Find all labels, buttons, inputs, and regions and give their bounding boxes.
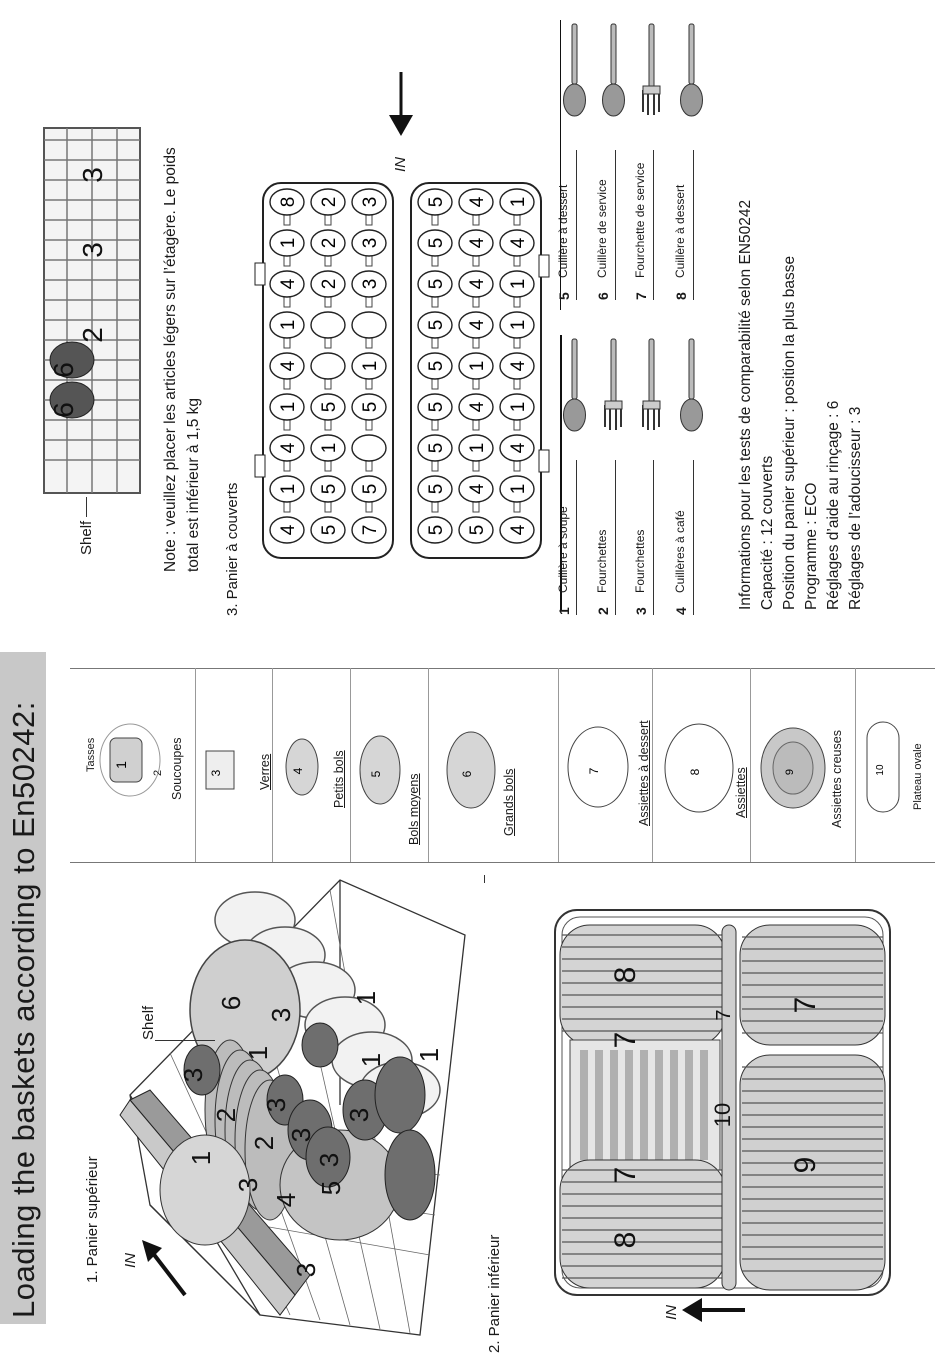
medium-bowl-icon (355, 730, 405, 810)
spoon-icon (558, 335, 592, 435)
cutlery-slot-number: 5 (426, 278, 447, 290)
cutlery-slot-number: 1 (508, 319, 529, 331)
cutlery-key-label: Cuillère à dessert (556, 184, 570, 278)
spoon-icon (675, 20, 709, 120)
cutlery-basket-diagram (253, 175, 553, 565)
cutlery-slot-number: 1 (319, 442, 340, 454)
spoon-icon (558, 20, 592, 120)
svg-text:3: 3 (233, 1177, 263, 1193)
svg-text:3: 3 (266, 1007, 296, 1023)
cutlery-slot-number: 4 (508, 360, 529, 372)
cutlery-in-label: IN (392, 157, 409, 172)
cutlery-slot-number: 7 (360, 524, 381, 536)
fork-icon (597, 335, 631, 435)
svg-text:5: 5 (369, 770, 383, 778)
legend-assiettes-dessert: Assiettes à dessert (637, 720, 651, 826)
info-line-4: Programme : ECO (803, 482, 820, 610)
svg-text:2: 2 (211, 1107, 241, 1123)
cutlery-slot-number: 1 (278, 319, 299, 331)
svg-text:3: 3 (209, 769, 223, 777)
cutlery-slot-number: 1 (467, 360, 488, 372)
spoon-icon (675, 335, 709, 435)
svg-text:2: 2 (77, 327, 108, 343)
svg-text:4: 4 (271, 1192, 301, 1208)
shelf-detail-label: Shelf (78, 520, 95, 555)
svg-text:2: 2 (249, 1135, 279, 1151)
upper-in-arrow-icon (140, 1240, 190, 1300)
cutlery-slot-number: 2 (319, 196, 340, 208)
cutlery-slot-number: 5 (426, 237, 447, 249)
cutlery-key-rule (615, 460, 616, 615)
cutlery-slot-number: 4 (508, 524, 529, 536)
cutlery-key-rule (653, 150, 654, 300)
cutlery-key-rule (576, 460, 577, 615)
cutlery-slot-number: 5 (426, 483, 447, 495)
svg-text:1: 1 (356, 1052, 386, 1068)
legend-tasses: Tasses (85, 737, 97, 772)
svg-text:6: 6 (460, 770, 474, 778)
svg-text:7: 7 (609, 1166, 642, 1184)
svg-text:7: 7 (713, 1009, 735, 1021)
cutlery-key-number: 2 (595, 607, 611, 615)
svg-text:8: 8 (609, 966, 642, 984)
small-bowl-icon (282, 735, 322, 799)
cutlery-slot-number: 8 (278, 196, 299, 208)
svg-text:7: 7 (587, 767, 601, 775)
svg-text:8: 8 (609, 1231, 642, 1249)
note-line-1: Note : veuillez placer les articles légers sur l’étagère. Le poids (162, 147, 179, 572)
cutlery-slot-number: 4 (278, 360, 299, 372)
svg-text:6: 6 (48, 402, 79, 418)
svg-text:1: 1 (243, 1045, 273, 1061)
cutlery-key-number: 7 (633, 292, 649, 300)
shelf-detail-illustration (42, 120, 142, 495)
cutlery-slot-number: 1 (508, 196, 529, 208)
cutlery-key-label: Cuillère à soupe (556, 506, 570, 593)
deep-plate-icon (757, 725, 829, 811)
info-line-5: Réglages d’aide au rinçage : 6 (825, 400, 842, 610)
large-bowl-icon (443, 728, 499, 812)
cutlery-slot-number: 5 (360, 401, 381, 413)
cutlery-key-number: 5 (556, 292, 572, 300)
cutlery-slot-number: 1 (278, 237, 299, 249)
svg-text:3: 3 (314, 1152, 344, 1168)
svg-text:4: 4 (291, 767, 305, 775)
cutlery-slot-number: 4 (508, 442, 529, 454)
cutlery-key-rule (693, 460, 694, 615)
cutlery-slot-number: 5 (426, 196, 447, 208)
svg-text:3: 3 (77, 167, 108, 183)
cutlery-key-label: Cuillère de service (595, 179, 609, 278)
cutlery-slot (352, 312, 386, 338)
cutlery-slot-number: 5 (360, 483, 381, 495)
spoon-icon (597, 20, 631, 120)
cutlery-slot-number: 1 (360, 360, 381, 372)
cutlery-slot-number: 5 (426, 524, 447, 536)
cutlery-in-arrow-icon (386, 70, 416, 140)
cutlery-slot-number: 5 (426, 319, 447, 331)
info-line-6: Réglages de l’adoucisseur : 3 (847, 406, 864, 610)
section-cutlery-label: 3. Panier à couverts (224, 482, 241, 616)
lower-in-arrow-icon (680, 1290, 750, 1330)
svg-text:7: 7 (609, 1031, 642, 1049)
cutlery-slot-number: 4 (467, 401, 488, 413)
svg-text:3: 3 (291, 1262, 321, 1278)
note-line-2: total est inférieur à 1,5 kg (185, 397, 202, 572)
lower-basket-illustration (550, 905, 895, 1300)
cutlery-key-rule (653, 460, 654, 615)
cutlery-slot-number: 4 (467, 319, 488, 331)
svg-text:6: 6 (216, 995, 246, 1011)
plate-icon (660, 720, 738, 816)
upper-in-label: IN (122, 1253, 139, 1268)
cutlery-slot-number: 1 (508, 483, 529, 495)
legend-soucoupes: Soucoupes (170, 737, 184, 800)
cutlery-slot-number: 5 (319, 524, 340, 536)
cutlery-key-number: 1 (556, 607, 572, 615)
fork-icon (635, 20, 669, 120)
cutlery-slot-number: 4 (278, 524, 299, 536)
legend-soucoupes-num: 2 (152, 769, 164, 776)
cutlery-key-number: 6 (595, 292, 611, 300)
svg-text:8: 8 (688, 768, 702, 776)
section-lower-label: 2. Panier inférieur (486, 1234, 503, 1353)
cutlery-key-label: Fourchettes (595, 529, 609, 593)
cutlery-slot-number: 1 (508, 401, 529, 413)
section-upper-label: 1. Panier supérieur (84, 1156, 101, 1283)
cutlery-key-rule (576, 150, 577, 300)
svg-text:10: 10 (710, 1102, 735, 1128)
info-line-3: Position du panier supérieur : position la plus basse (781, 255, 798, 610)
cutlery-key-number: 8 (673, 292, 689, 300)
svg-text:1: 1 (113, 761, 129, 769)
cutlery-key-number: 3 (633, 607, 649, 615)
legend-verres: Verres (258, 753, 272, 790)
cutlery-key-label: Fourchettes (633, 529, 647, 593)
cutlery-slot-number: 2 (319, 237, 340, 249)
cutlery-slot-number: 2 (319, 278, 340, 290)
cutlery-slot-number: 5 (467, 524, 488, 536)
svg-text:1: 1 (186, 1150, 216, 1166)
cutlery-key-label: Cuillères à café (673, 510, 687, 593)
info-line-1: Informations pour les tests de comparabilité selon EN50242 (737, 199, 754, 610)
cutlery-slot-number: 4 (278, 442, 299, 454)
cutlery-key-rule (615, 150, 616, 300)
cutlery-key-number: 4 (673, 607, 689, 615)
fork-icon (635, 335, 669, 435)
upper-shelf-label: Shelf (140, 1005, 157, 1040)
legend-assiettes: Assiettes (734, 767, 748, 818)
cutlery-key-label: Cuillère à dessert (673, 184, 687, 278)
cutlery-slot-number: 4 (508, 237, 529, 249)
cutlery-slot-number: 5 (426, 401, 447, 413)
legend-petits-bols: Petits bols (332, 750, 346, 808)
svg-text:10: 10 (875, 764, 886, 776)
svg-text:3: 3 (178, 1067, 208, 1083)
svg-text:1: 1 (414, 1047, 444, 1063)
svg-text:3: 3 (261, 1097, 291, 1113)
cutlery-slot-number: 4 (467, 278, 488, 290)
glass-icon (200, 745, 240, 795)
svg-text:6: 6 (48, 362, 79, 378)
svg-text:9: 9 (789, 1156, 822, 1174)
svg-text:7: 7 (789, 996, 822, 1014)
cutlery-slot-number: 4 (467, 483, 488, 495)
cutlery-slot-number: 5 (426, 360, 447, 372)
legend-bols-moyens: Bols moyens (407, 773, 421, 845)
cutlery-slot-number: 3 (360, 196, 381, 208)
legend-grands-bols: Grands bols (502, 768, 516, 836)
cutlery-slot-number: 3 (360, 278, 381, 290)
cutlery-slot-number: 4 (467, 196, 488, 208)
page-title: Loading the baskets according to En50242: (6, 701, 41, 1318)
cutlery-slot (311, 312, 345, 338)
legend-assiettes-creuses: Assiettes creuses (830, 730, 844, 828)
cutlery-slot-number: 1 (278, 401, 299, 413)
cutlery-slot-number: 5 (319, 401, 340, 413)
cutlery-slot (311, 353, 345, 379)
cutlery-slot-number: 1 (467, 442, 488, 454)
svg-text:3: 3 (344, 1107, 374, 1123)
cutlery-slot-number: 5 (426, 442, 447, 454)
cup-icon (95, 720, 165, 800)
svg-text:9: 9 (784, 768, 796, 776)
cutlery-slot-number: 4 (467, 237, 488, 249)
svg-text:3: 3 (286, 1127, 316, 1143)
cutlery-slot-number: 4 (278, 278, 299, 290)
cutlery-key-rule (693, 150, 694, 300)
cutlery-slot (352, 435, 386, 461)
cutlery-slot-number: 1 (508, 278, 529, 290)
info-line-2: Capacité : 12 couverts (759, 455, 776, 610)
legend-plateau-ovale: Plateau ovale (912, 743, 924, 810)
svg-text:5: 5 (316, 1180, 346, 1196)
cutlery-slot-number: 3 (360, 237, 381, 249)
svg-text:1: 1 (351, 990, 381, 1006)
cutlery-slot-number: 1 (278, 483, 299, 495)
lower-in-label: IN (663, 1305, 680, 1320)
cutlery-key-label: Fourchette de service (633, 162, 647, 278)
oval-platter-icon (862, 718, 904, 816)
cutlery-slot-number: 5 (319, 483, 340, 495)
dessert-plate-icon (562, 722, 634, 812)
svg-text:3: 3 (77, 242, 108, 258)
